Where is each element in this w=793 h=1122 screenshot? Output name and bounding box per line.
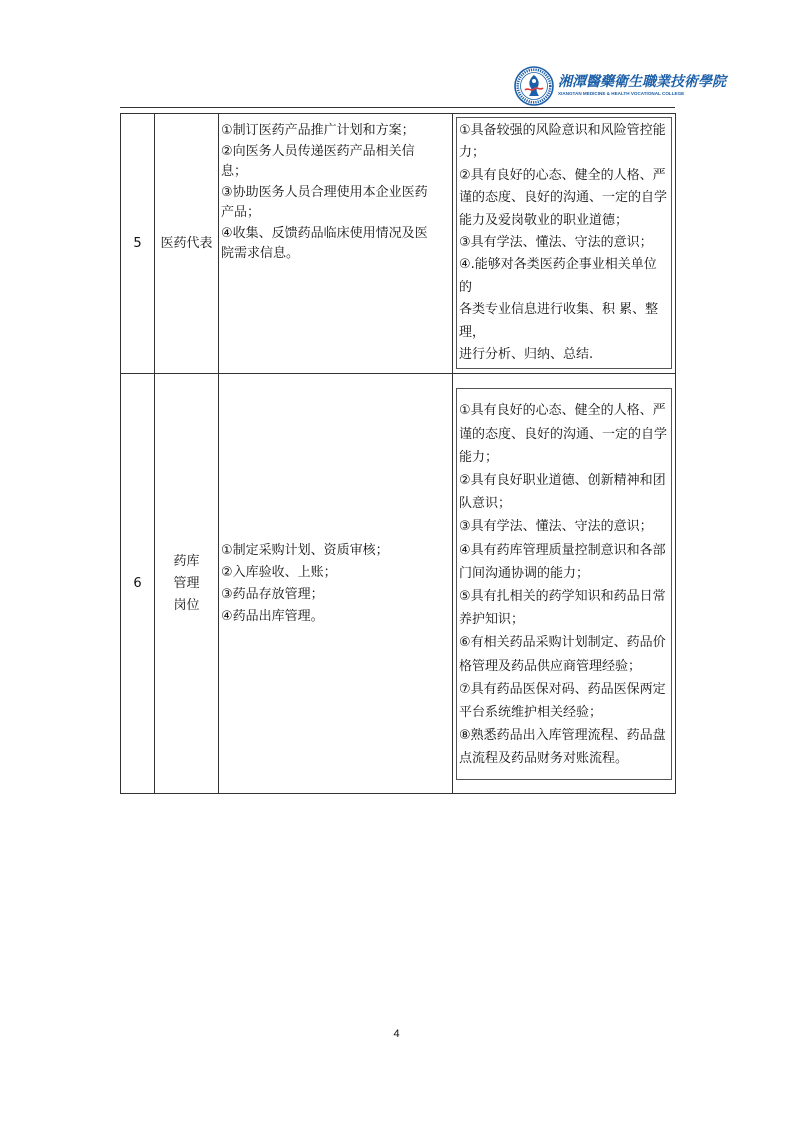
duty-cell <box>219 114 453 374</box>
post-title-line: 管理 <box>173 575 200 591</box>
duty-line: ③药品存放管理； <box>221 586 324 602</box>
post-title <box>155 114 219 374</box>
requirement-line: ④.能够对各类医药企事业相关单位的 <box>459 257 657 295</box>
requirement-line: ①具有良好的心态、健全的人格、严 <box>459 403 666 419</box>
post-title-line: 岗位 <box>173 597 200 613</box>
requirement-line: 能力及爱岗敬业的职业道德； <box>459 212 629 228</box>
requirement-box <box>456 388 672 779</box>
requirement-cell <box>453 374 676 794</box>
requirement-line: 队意识； <box>459 496 512 512</box>
duty-line: ①制订医药产品推广计划和方案； <box>221 123 415 138</box>
requirement-line: 格管理及药品供应商管理经验； <box>459 658 642 674</box>
requirement-cell <box>453 114 676 374</box>
duty-line: 息； <box>221 164 248 179</box>
requirement-box <box>456 117 672 369</box>
duty-cell <box>219 374 453 794</box>
requirement-line: ④具有药库管理质量控制意识和各部 <box>459 542 666 558</box>
requirement-line: 各类专业信息进行收集、积 累、整理， <box>459 302 659 340</box>
college-logo <box>514 66 726 106</box>
job-duty-table <box>120 113 676 794</box>
post-title-line: 药库 <box>173 553 200 569</box>
requirement-line: ⑤具有扎相关的药学知识和药品日常 <box>459 588 666 604</box>
post-title <box>155 374 219 794</box>
duty-line: ③协助医务人员合理使用本企业医药 <box>221 184 428 200</box>
duty-line: ②入库验收、上账； <box>221 564 337 580</box>
table-row <box>121 114 676 374</box>
row-number: 5 <box>121 114 155 374</box>
duty-line: 院需求信息。 <box>221 246 300 261</box>
requirement-line: 能力； <box>459 449 499 465</box>
requirement-line: 平台系统维护相关经验； <box>459 704 603 720</box>
duty-line: ①制定采购计划、资质审核； <box>221 542 389 558</box>
requirement-line: 谨的态度、良好的沟通、一定的自学 <box>459 190 668 206</box>
requirement-line: ②具有良好的心态、健全的人格、严 <box>459 167 666 183</box>
row-number: 6 <box>121 374 155 794</box>
post-title-line: 医药代表 <box>160 235 213 251</box>
header-divider <box>120 107 675 108</box>
requirement-line: 力； <box>459 145 486 161</box>
college-emblem-icon <box>514 66 554 106</box>
table-row <box>121 374 676 794</box>
duty-line: ②向医务人员传递医药产品相关信 <box>221 143 415 159</box>
requirement-line: 门间沟通协调的能力； <box>459 565 590 581</box>
requirement-line: 养护知识； <box>459 612 525 628</box>
duty-line: 产品； <box>221 205 261 220</box>
requirement-line: 点流程及药品财务对账流程。 <box>459 751 629 767</box>
college-name-cn: 湘潭醫藥衛生職業技術學院 <box>558 74 726 91</box>
requirement-line: ⑧熟悉药品出入库管理流程、药品盘 <box>459 728 666 744</box>
requirement-line: ②具有良好职业道德、创新精神和团 <box>459 472 666 488</box>
requirement-line: ⑦具有药品医保对码、药品医保两定 <box>459 681 666 697</box>
duty-line: ④药品出库管理。 <box>221 608 324 624</box>
requirement-line: ①具备较强的风险意识和风险管控能 <box>459 123 666 138</box>
requirement-line: ③具有学法、懂法、守法的意识； <box>459 519 653 535</box>
duty-line: ④收集、反馈药品临床使用情况及医 <box>221 225 428 241</box>
requirement-line: 谨的态度、良好的沟通、一定的自学 <box>459 426 668 442</box>
requirement-line: ③具有学法、懂法、守法的意识； <box>459 235 653 251</box>
college-name-en: XIANGTAN MEDICINE & HEALTH VOCATIONAL COLLEGE <box>558 91 685 97</box>
page-number: 4 <box>393 1028 400 1040</box>
requirement-line: ⑥有相关药品采购计划制定、药品价 <box>459 635 666 651</box>
requirement-line: 进行分析、归纳、总结. <box>459 347 594 363</box>
